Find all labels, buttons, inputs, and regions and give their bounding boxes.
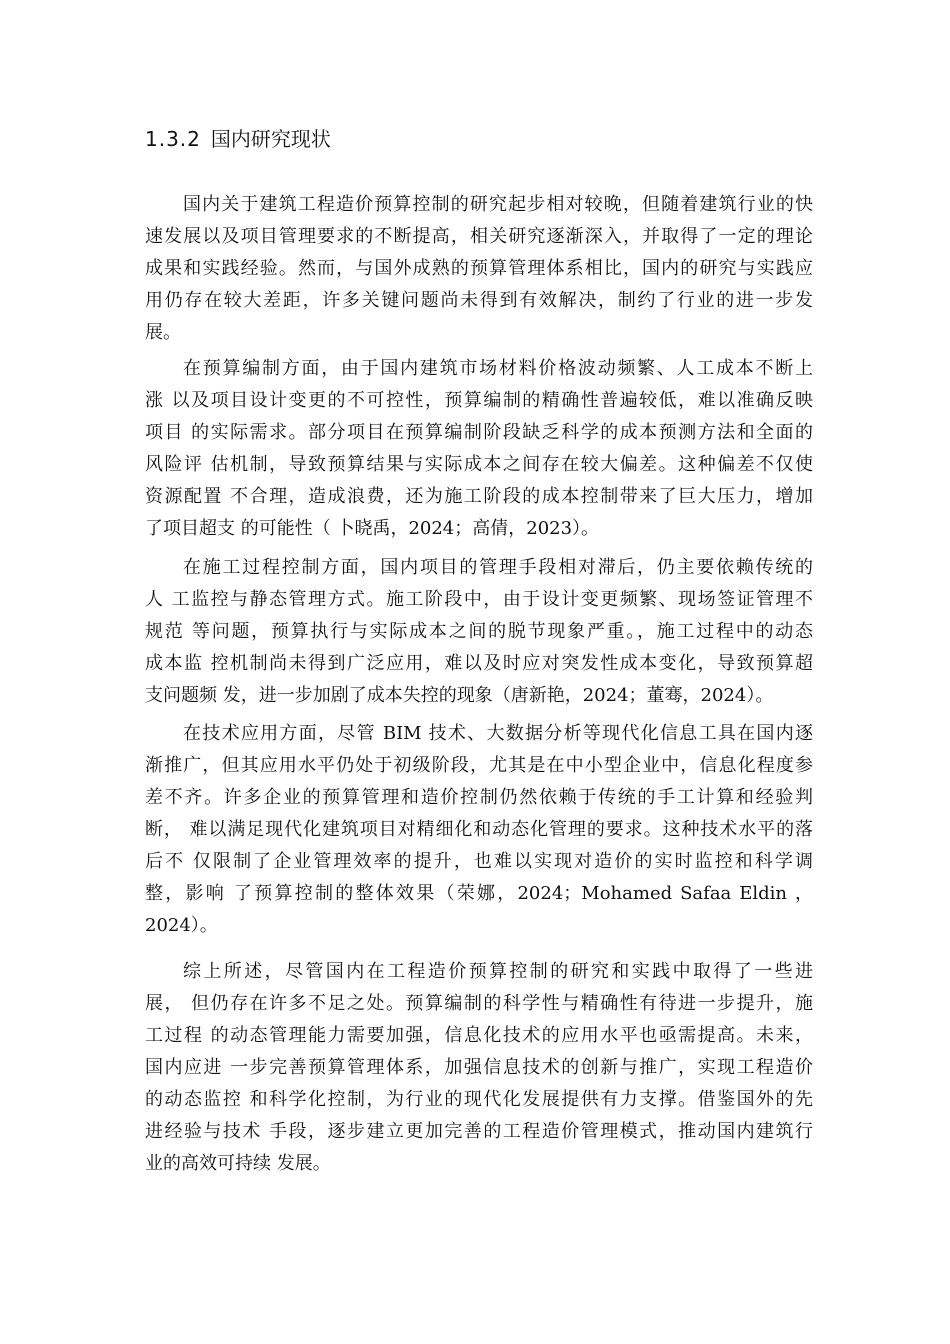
text-line: 国内应进 一步完善预算管理体系，加强信息技术的创新与推广，实现工程造价 — [145, 1057, 813, 1078]
text-line: 资源配置 不合理，造成浪费，还为施工阶段的成本控制带来了巨大压力，增加 — [145, 486, 813, 507]
text-line: 综上所述，尽管国内在工程造价预算控制的研究和实践中取得了一些进 — [183, 961, 813, 982]
text-line: 成果和实践经验。然而，与国外成熟的预算管理体系相比，国内的研究与实践应 — [145, 258, 813, 279]
text-line: 涨 以及项目设计变更的不可控性，预算编制的精确性普遍较低，难以准确反映 — [145, 390, 813, 411]
text-line: 进经验与技术 手段，逐步建立更加完善的工程造价管理模式，推动国内建筑行 — [145, 1121, 813, 1142]
text-line: 在预算编制方面，由于国内建筑市场材料价格波动频繁、人工成本不断上 — [183, 358, 813, 379]
text-line: 在施工过程控制方面，国内项目的管理手段相对滞后，仍主要依赖传统的 — [183, 557, 813, 578]
text-line: 速发展以及项目管理要求的不断提高，相关研究逐渐深入，并取得了一定的理论 — [145, 226, 813, 247]
text-line: 项目 的实际需求。部分项目在预算编制阶段缺乏科学的成本预测方法和全面的 — [145, 422, 813, 443]
text-line: 展。 — [145, 322, 181, 343]
text-line: 差不齐。许多企业的预算管理和造价控制仍然依赖于传统的手工计算和经验判 — [145, 787, 813, 808]
paragraph-summary — [145, 956, 813, 1180]
section-number: 1.3.2 — [145, 127, 201, 151]
text-line: 后不 仅限制了企业管理效率的提升，也难以实现对造价的实时监控和科学调 — [145, 851, 813, 872]
text-line: 渐推广，但其应用水平仍处于初级阶段，尤其是在中小型企业中，信息化程度参 — [145, 755, 813, 776]
text-line: 人 工监控与静态管理方式。施工阶段中，由于设计变更频繁、现场签证管理不 — [145, 589, 813, 610]
paragraph-technology-application — [145, 718, 813, 942]
paragraph-construction-control — [145, 552, 813, 712]
section-heading — [145, 124, 331, 154]
text-line: 展， 但仍存在许多不足之处。预算编制的科学性与精确性有待进一步提升，施 — [145, 993, 813, 1014]
text-line: 国内关于建筑工程造价预算控制的研究起步相对较晚，但随着建筑行业的快 — [183, 194, 813, 215]
text-line: 风险评 估机制，导致预算结果与实际成本之间存在较大偏差。这种偏差不仅使 — [145, 454, 813, 475]
text-line: 业的高效可持续 发展。 — [145, 1153, 331, 1174]
text-line: 规范 等问题，预算执行与实际成本之间的脱节现象严重。，施工过程中的动态 — [145, 621, 813, 642]
text-line: 在技术应用方面，尽管 BIM 技术、大数据分析等现代化信息工具在国内逐 — [183, 723, 813, 744]
text-line: 2024）。 — [145, 915, 218, 936]
text-line: 了项目超支 的可能性（ 卜晓禹，2024；高倩，2023）。 — [145, 518, 600, 539]
text-line: 成本监 控机制尚未得到广泛应用，难以及时应对突发性成本变化，导致预算超 — [145, 653, 813, 674]
paragraph-budget-preparation — [145, 353, 813, 545]
text-line: 断， 难以满足现代化建筑项目对精细化和动态化管理的要求。这种技术水平的落 — [145, 819, 813, 840]
text-line: 用仍存在较大差距，许多关键问题尚未得到有效解决，制约了行业的进一步发 — [145, 290, 813, 311]
text-line: 整，影响 了预算控制的整体效果（荣娜，2024；Mohamed Safaa Eldin ， — [145, 883, 813, 904]
paragraph-intro — [145, 189, 813, 349]
section-title: 国内研究现状 — [210, 127, 331, 151]
text-line: 的动态监控 和科学化控制，为行业的现代化发展提供有力支撑。借鉴国外的先 — [145, 1089, 813, 1110]
text-line: 工过程 的动态管理能力需要加强，信息化技术的应用水平也亟需提高。未来， — [145, 1025, 813, 1046]
text-line: 支问题频 发，进一步加剧了成本失控的现象（唐新艳，2024；董骞，2024）。 — [145, 685, 774, 706]
